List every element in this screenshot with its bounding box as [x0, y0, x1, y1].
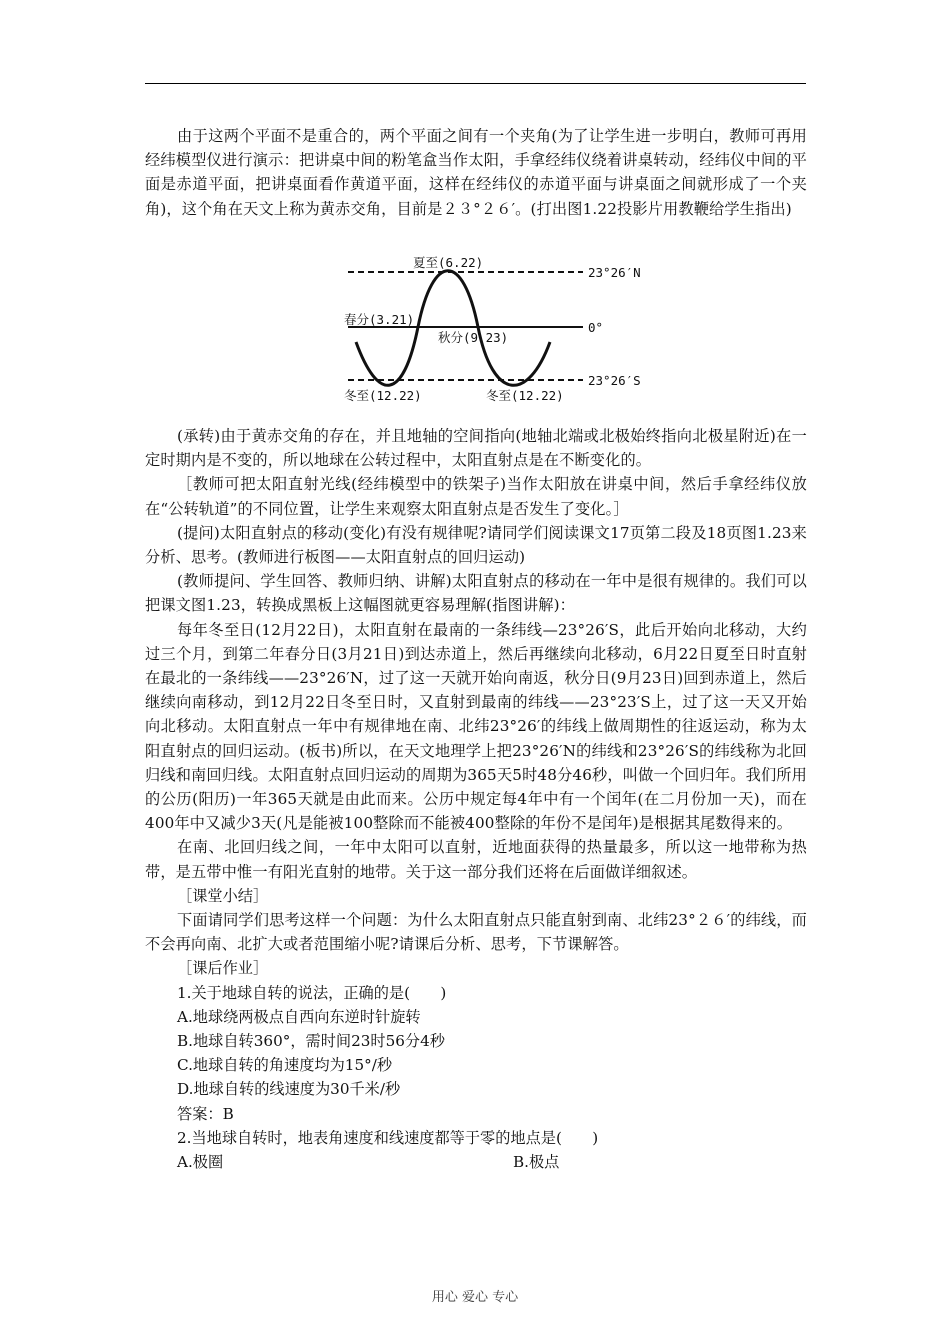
sun-path-curve [356, 271, 550, 386]
label-north-tropic: 23°26′N [588, 265, 641, 280]
label-south-tropic: 23°26′S [588, 373, 641, 388]
homework-heading: ［课后作业］ [177, 959, 269, 978]
main-block [145, 424, 807, 1174]
label-autumn-equinox: 秋分(9.23) [438, 330, 509, 345]
paragraph: (承转)由于黄赤交角的存在，并且地轴的空间指向(地轴北端或北极始终指向北极星附近)在一定时期内是不变的，所以地球在公转过程中，太阳直射点是在不断变化的。 [145, 427, 807, 470]
paragraph: (提问)太阳直射点的移动(变化)有没有规律呢?请同学们阅读课文17页第二段及18页图1.23来分析、思考。(教师进行板图——太阳直射点的回归运动) [145, 523, 807, 567]
label-spring-equinox: 春分(3.21) [344, 312, 415, 327]
question-2-stem: 2.当地球自转时，地表角速度和线速度都等于零的地点是( ) [177, 1128, 599, 1147]
question-1-option-a: A.地球绕两极点自西向东逆时针旋转 [177, 1007, 421, 1026]
paragraph: 每年冬至日(12月22日)，太阳直射在最南的一条纬线—23°26′S，此后开始向北移动，大约过三个月，到第二年春分日(3月21日)到达赤道上，然后再继续向北移动，6月22日夏至日时直射在最北的一条纬线——23°26′N，过了这一天就开始向南返，秋分日(9月23日)回到赤道上，然后继续向南移动，到12月22日冬至日时，又直射到最南的纬线——23°23′S上，过了这一天又开始向北移动。太阳直射点一年中有规律地在南、北纬23°26′的纬线上做周期性的往返运动，称为太阳直射点的回归运动。(板书)所以，在天文地理学上把23°26′N的纬线和23°26′S的纬线称为北回归线和南回归线。太阳直射点回归运动的周期为365天5时48分46秒，叫做一个回归年。我们所用的公历(阳历)一年365天就是由此而来。公历中规定每4年中有一个闰年(在二月份加一天)，而在400年中又减少3天(凡是能被100整除而不能被400整除的年份不是闰年)是根据其尾数得来的。 [145, 620, 807, 833]
question-2-options [145, 1150, 807, 1174]
question-2-option-a: A.极圈 [177, 1153, 224, 1172]
summary-heading: ［课堂小结］ [177, 886, 269, 905]
question-1-option-d: D.地球自转的线速度为30千米/秒 [177, 1080, 401, 1099]
label-summer-solstice: 夏至(6.22) [413, 255, 484, 270]
intro-block [145, 124, 807, 221]
question-1-option-c: C.地球自转的角速度均为15°/秒 [177, 1056, 393, 1075]
summary-text: 下面请同学们思考这样一个问题：为什么太阳直射点只能直射到南、北纬23°２６′的纬线，而不会再向南、北扩大或者范围缩小呢?请课后分析、思考，下节课解答。 [145, 911, 807, 954]
question-1-answer: 答案：B [177, 1104, 234, 1123]
paragraph: 在南、北回归线之间，一年中太阳可以直射，近地面获得的热量最多，所以这一地带称为热带，是五带中惟一有阳光直射的地带。关于这一部分我们还将在后面做详细叙述。 [145, 838, 807, 881]
question-2-option-b: B.极点 [513, 1153, 560, 1172]
page-footer: 用心 爱心 专心 [431, 1290, 519, 1305]
solar-path-diagram [338, 252, 658, 412]
header-rule [145, 83, 806, 84]
label-winter-solstice-2: 冬至(12.22) [486, 388, 564, 403]
question-1-stem: 1.关于地球自转的说法，正确的是( ) [177, 983, 447, 1002]
label-winter-solstice-1: 冬至(12.22) [344, 388, 422, 403]
label-equator: 0° [588, 320, 604, 335]
solar-path-figure [338, 252, 658, 412]
question-1-option-b: B.地球自转360°，需时间23时56分4秒 [177, 1032, 445, 1051]
paragraph: 由于这两个平面不是重合的，两个平面之间有一个夹角(为了让学生进一步明白，教师可再用经纬模型仪进行演示：把讲桌中间的粉笔盒当作太阳，手拿经纬仪绕着讲桌转动，经纬仪中间的平面是赤道平面，把讲桌面看作黄道平面，这样在经纬仪的赤道平面与讲桌面之间就形成了一个夹角)，这个角在天文上称为黄赤交角，目前是２３°２６′。(打出图1.22投影片用教鞭给学生指出) [145, 127, 807, 218]
paragraph: ［教师可把太阳直射光线(经纬模型中的铁架子)当作太阳放在讲桌中间，然后手拿经纬仪放在“公转轨道”的不同位置，让学生来观察太阳直射点是否发生了变化。］ [145, 475, 807, 518]
paragraph: (教师提问、学生回答、教师归纳、讲解)太阳直射点的移动在一年中是很有规律的。我们可以把课文图1.23，转换成黑板上这幅图就更容易理解(指图讲解)： [145, 572, 807, 615]
